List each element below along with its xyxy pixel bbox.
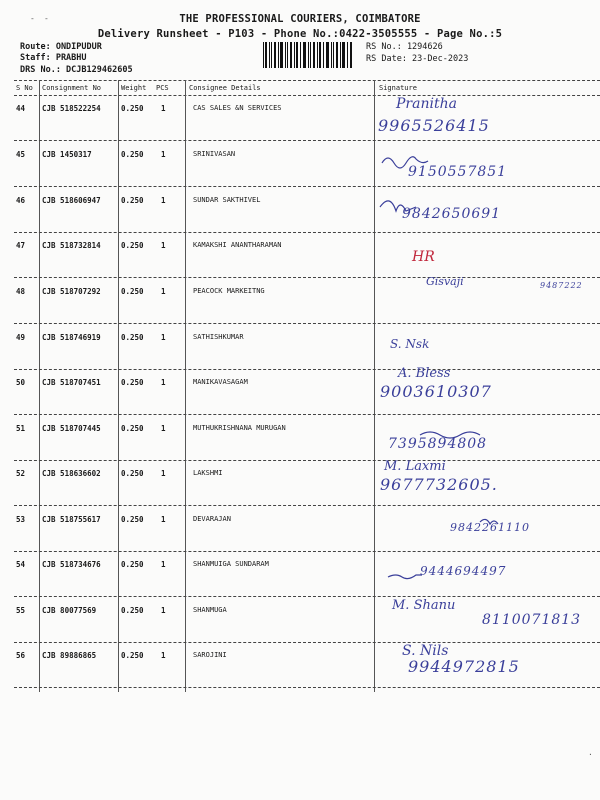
- consignee-cell: SAROJINI: [193, 651, 227, 659]
- consignee-cell: SUNDAR SAKTHIVEL: [193, 196, 261, 204]
- consignment-cell: CJB 518707292: [42, 287, 101, 296]
- signature-phone: 9944972815: [408, 657, 520, 676]
- signature-phone: 9677732605.: [380, 475, 498, 494]
- consignee-cell: CAS SALES &N SERVICES: [193, 104, 282, 112]
- signature-stroke-icon: [0, 558, 600, 588]
- row-divider: [14, 551, 600, 552]
- consignment-cell: CJB 518732814: [42, 241, 101, 250]
- col-header-consignment: Consignment No: [42, 84, 102, 92]
- staff-label: Staff: PRABHU: [20, 53, 87, 63]
- consignee-cell: LAKSHMI: [193, 469, 223, 477]
- sno-cell: 51: [16, 424, 26, 433]
- weight-cell: 0.250: [121, 606, 144, 615]
- signature-phone: 9965526415: [378, 116, 490, 135]
- sno-cell: 47: [16, 241, 26, 250]
- table-row: [0, 275, 600, 333]
- pcs-cell: 1: [161, 104, 166, 113]
- weight-cell: 0.250: [121, 241, 144, 250]
- route-label: Route: ONDIPUDUR: [20, 42, 102, 52]
- company-title: THE PROFESSIONAL COURIERS, COIMBATORE: [179, 13, 421, 25]
- sno-cell: 56: [16, 651, 26, 660]
- table-row: [0, 643, 600, 697]
- consignment-cell: CJB 518707445: [42, 424, 101, 433]
- signature-phone: 7395894808: [388, 436, 488, 452]
- header-divider: [14, 80, 600, 81]
- scan-mark: -: [30, 14, 35, 23]
- weight-cell: 0.250: [121, 560, 144, 569]
- consignee-cell: SHANMUGA: [193, 606, 227, 614]
- signature-phone: 8110071813: [482, 612, 582, 628]
- row-divider: [14, 140, 600, 141]
- row-divider: [14, 414, 600, 415]
- table-row: [0, 96, 600, 150]
- pcs-cell: 1: [161, 515, 166, 524]
- consignment-cell: CJB 518606947: [42, 196, 101, 205]
- table-row: [0, 598, 600, 652]
- signature-phone: 9842261110: [450, 521, 530, 534]
- rs-date: RS Date: 23-Dec-2023: [366, 54, 469, 64]
- sno-cell: 50: [16, 378, 26, 387]
- rs-number: RS No.: 1294626: [366, 42, 443, 52]
- row-divider: [14, 642, 600, 643]
- sno-cell: 55: [16, 606, 26, 615]
- row-divider: [14, 232, 600, 233]
- weight-cell: 0.250: [121, 287, 144, 296]
- signature-scrawl: Gisvaji: [426, 275, 464, 288]
- signature-phone: 9003610307: [380, 382, 492, 401]
- consignee-cell: SHANMUIGA SUNDARAM: [193, 560, 269, 568]
- col-header-sno: S No: [16, 84, 33, 92]
- col-header-weight: Weight: [121, 84, 147, 92]
- signature-phone: 9444694497: [420, 564, 507, 578]
- row-divider: [14, 505, 600, 506]
- row-divider: [14, 596, 600, 597]
- sno-cell: 45: [16, 150, 26, 159]
- row-divider: [14, 323, 600, 324]
- pcs-cell: 1: [161, 287, 166, 296]
- consignee-cell: PEACOCK MARKEITNG: [193, 287, 265, 295]
- consignee-cell: MANIKAVASAGAM: [193, 378, 248, 386]
- signature-scrawl: Pranitha: [396, 96, 457, 112]
- pcs-cell: 1: [161, 150, 166, 159]
- pcs-cell: 1: [161, 196, 166, 205]
- col-header-pcs: PCS: [156, 84, 169, 92]
- signature-scrawl: M. Shanu: [392, 598, 456, 613]
- signature-stroke-icon: [0, 513, 600, 543]
- runsheet-subtitle: Delivery Runsheet - P103 - Phone No.:0422-3505555 - Page No.:5: [97, 28, 503, 40]
- signature-scrawl: HR: [412, 249, 435, 265]
- row-divider: [14, 277, 600, 278]
- row-divider: [14, 687, 600, 688]
- sno-cell: 48: [16, 287, 26, 296]
- consignment-cell: CJB 518522254: [42, 104, 101, 113]
- signature-scrawl: A. Bless: [398, 366, 451, 381]
- consignment-cell: CJB 89886865: [42, 651, 97, 660]
- weight-cell: 0.250: [121, 469, 144, 478]
- pcs-cell: 1: [161, 469, 166, 478]
- consignee-cell: MUTHUKRISHNANA MURUGAN: [193, 424, 286, 432]
- sno-cell: 52: [16, 469, 26, 478]
- signature-stroke-icon: [0, 194, 600, 224]
- consignment-cell: CJB 1450317: [42, 150, 92, 159]
- weight-cell: 0.250: [121, 378, 144, 387]
- table-row: [0, 459, 600, 515]
- signature-phone: 9842650691: [402, 206, 502, 222]
- consignee-cell: DEVARAJAN: [193, 515, 231, 523]
- consignment-cell: CJB 518755617: [42, 515, 101, 524]
- weight-cell: 0.250: [121, 651, 144, 660]
- weight-cell: 0.250: [121, 424, 144, 433]
- consignment-cell: CJB 518707451: [42, 378, 101, 387]
- consignment-cell: CJB 518734676: [42, 560, 101, 569]
- consignee-cell: KAMAKSHI ANANTHARAMAN: [193, 241, 282, 249]
- pcs-cell: 1: [161, 606, 166, 615]
- signature-scrawl: S. Nils: [402, 643, 449, 659]
- consignee-cell: SATHISHKUMAR: [193, 333, 244, 341]
- signature-phone: 9150557851: [408, 164, 508, 180]
- signature-stroke-icon: [0, 422, 600, 452]
- header-divider: [14, 95, 600, 96]
- weight-cell: 0.250: [121, 150, 144, 159]
- row-divider: [14, 369, 600, 370]
- signature-stroke-icon: [0, 148, 600, 178]
- table-row: [0, 241, 600, 287]
- pcs-cell: 1: [161, 424, 166, 433]
- sno-cell: 44: [16, 104, 26, 113]
- table-row: [0, 333, 600, 379]
- weight-cell: 0.250: [121, 333, 144, 342]
- sno-cell: 46: [16, 196, 26, 205]
- consignee-cell: SRINIVASAN: [193, 150, 236, 158]
- consignment-cell: CJB 518746919: [42, 333, 101, 342]
- row-divider: [14, 460, 600, 461]
- barcode-icon: [262, 42, 354, 68]
- weight-cell: 0.250: [121, 515, 144, 524]
- signature-scrawl: M. Laxmi: [384, 459, 446, 474]
- pcs-cell: 1: [161, 560, 166, 569]
- pcs-cell: 1: [161, 651, 166, 660]
- scan-mark: -: [44, 14, 49, 23]
- sno-cell: 49: [16, 333, 26, 342]
- consignment-cell: CJB 518636602: [42, 469, 101, 478]
- pcs-cell: 1: [161, 378, 166, 387]
- sno-cell: 53: [16, 515, 26, 524]
- drs-number: DRS No.: DCJB129462605: [20, 65, 133, 75]
- table-row: [0, 366, 600, 424]
- col-header-consignee: Consignee Details: [189, 84, 261, 92]
- weight-cell: 0.250: [121, 104, 144, 113]
- weight-cell: 0.250: [121, 196, 144, 205]
- row-divider: [14, 186, 600, 187]
- scan-mark: .: [588, 748, 593, 757]
- pcs-cell: 1: [161, 333, 166, 342]
- consignment-cell: CJB 80077569: [42, 606, 97, 615]
- pcs-cell: 1: [161, 241, 166, 250]
- col-header-signature: Signature: [379, 84, 417, 92]
- signature-scrawl: S. Nsk: [390, 337, 430, 351]
- sno-cell: 54: [16, 560, 26, 569]
- signature-phone: 9487222: [540, 281, 583, 290]
